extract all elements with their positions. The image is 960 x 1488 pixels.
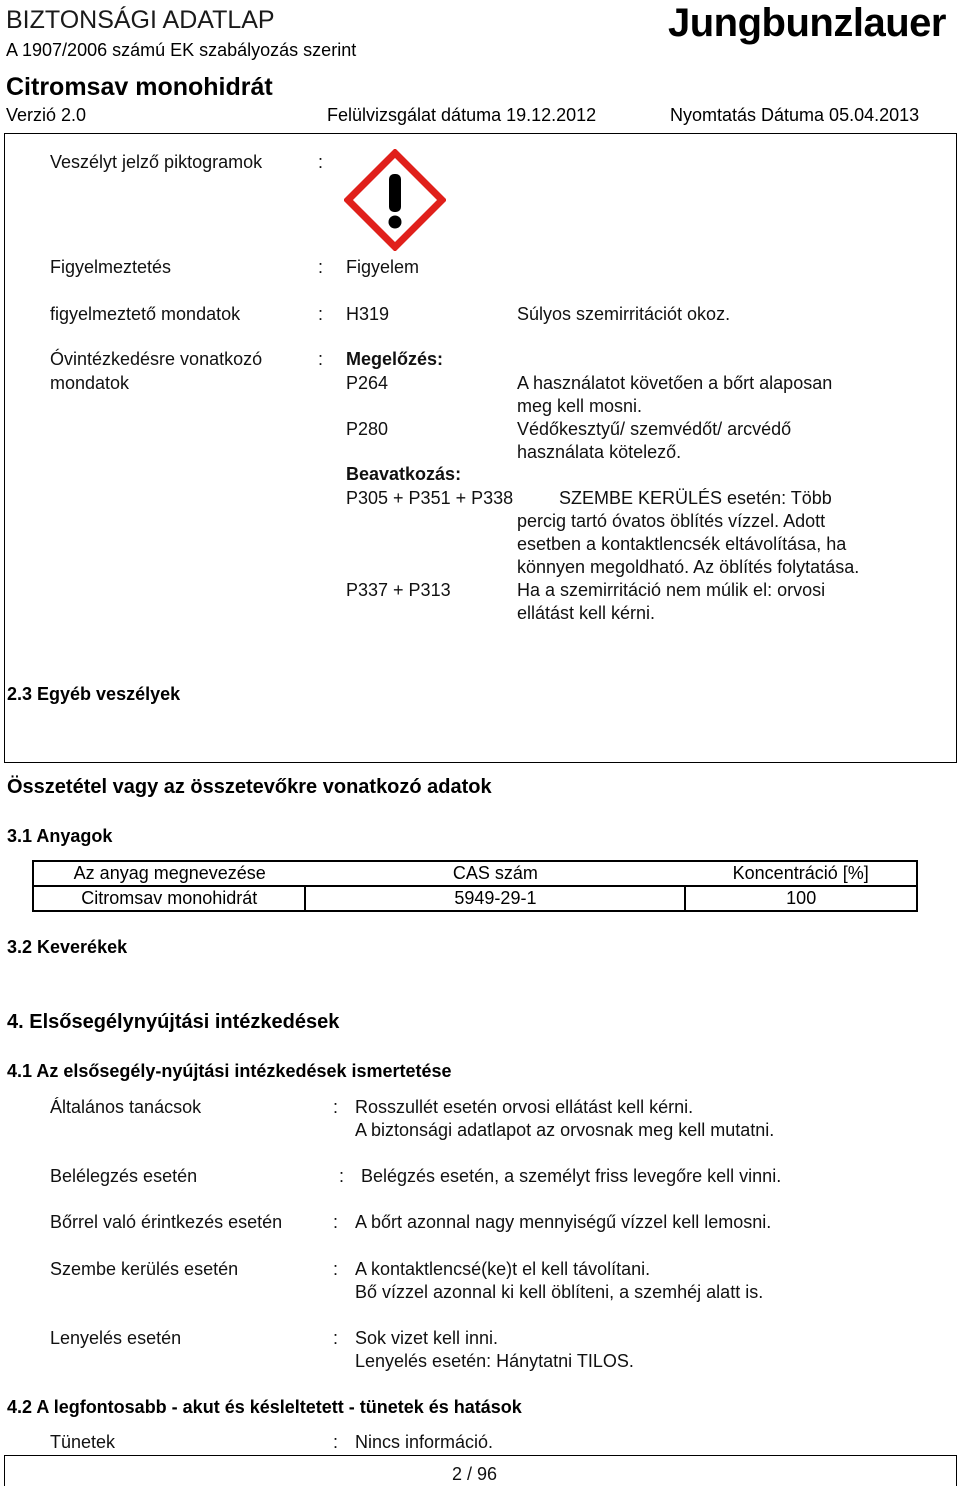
general-advice-text-line2: A biztonsági adatlapot az orvosnak meg kell mutatni. [355, 1120, 775, 1140]
p280-text-line2: használata kötelező. [517, 442, 682, 462]
signal-word-value: Figyelem [346, 257, 420, 277]
symptoms-text: Nincs információ. [355, 1432, 494, 1452]
general-advice-label: Általános tanácsok [50, 1097, 202, 1117]
p264-text-line1: A használatot követően a bőrt alaposan [517, 373, 833, 393]
cell-substance-name: Citromsav monohidrát [33, 886, 305, 911]
section-4-2-heading: 4.2 A legfontosabb - akut és késleltetett - tünetek és hatások [7, 1397, 522, 1417]
p305-text-line2: percig tartó óvatos öblítés vízzel. Adott [517, 511, 826, 531]
version: Verzió 2.0 [6, 105, 87, 125]
skin-contact-text: A bőrt azonnal nagy mennyiségű vízzel kell lemosni. [355, 1212, 772, 1232]
eye-contact-text-line2: Bő vízzel azonnal ki kell öblíteni, a szemhéj alatt is. [355, 1282, 764, 1302]
p280-text-line1: Védőkesztyű/ szemvédőt/ arcvédő [517, 419, 792, 439]
ingestion-text-line1: Sok vizet kell inni. [355, 1328, 499, 1348]
general-advice-colon: : [333, 1097, 339, 1117]
signal-word-colon: : [318, 257, 324, 277]
hazard-statement-label: figyelmeztető mondatok [50, 304, 241, 324]
general-advice-text-line1: Rosszullét esetén orvosi ellátást kell kérni. [355, 1097, 694, 1117]
symptoms-colon: : [333, 1432, 339, 1452]
section-3-title: Összetétel vagy az összetevőkre vonatkozó adatok [7, 776, 492, 798]
skin-contact-colon: : [333, 1212, 339, 1232]
p305-code: P305 + P351 + P338 [346, 488, 514, 508]
inhalation-colon: : [339, 1166, 345, 1186]
p305-text-line3: esetben a kontaktlencsék eltávolítása, ha [517, 534, 847, 554]
ingestion-colon: : [333, 1328, 339, 1348]
column-header-name: Az anyag megnevezése [33, 861, 305, 886]
revision-date: Felülvizsgálat dátuma 19.12.2012 [327, 105, 597, 125]
skin-contact-label: Bőrrel való érintkezés esetén [50, 1212, 283, 1232]
ingestion-text-line2: Lenyelés esetén: Hánytatni TILOS. [355, 1351, 634, 1371]
symptoms-label: Tünetek [50, 1432, 116, 1452]
inhalation-label: Belélegzés esetén [50, 1166, 198, 1186]
signal-word-label: Figyelmeztetés [50, 257, 172, 277]
pictogram-label: Veszélyt jelző piktogramok [50, 152, 263, 172]
brand-logo: Jungbunzlauer [668, 1, 946, 45]
cell-cas-number: 5949-29-1 [305, 886, 685, 911]
eye-contact-text-line1: A kontaktlencsé(ke)t el kell távolítani. [355, 1259, 651, 1279]
response-heading: Beavatkozás: [346, 464, 462, 484]
column-header-concentration: Koncentráció [%] [685, 861, 917, 886]
eye-contact-colon: : [333, 1259, 339, 1279]
print-date: Nyomtatás Dátuma 05.04.2013 [670, 105, 920, 125]
p337-code: P337 + P313 [346, 580, 451, 600]
product-name: Citromsav monohidrát [6, 73, 273, 101]
p305-text-line4: könnyen megoldható. Az öblítés folytatása. [517, 557, 860, 577]
pictogram-colon: : [318, 152, 324, 172]
precaution-label-line1: Óvintézkedésre vonatkozó [50, 349, 263, 369]
hazard-section-frame [4, 133, 957, 763]
eye-contact-label: Szembe kerülés esetén [50, 1259, 239, 1279]
p264-code: P264 [346, 373, 389, 393]
section-4-title: 4. Elsősegélynyújtási intézkedések [7, 1011, 340, 1033]
page-number: 2 / 96 [452, 1464, 498, 1484]
prevention-heading: Megelőzés: [346, 349, 444, 369]
precaution-label-line2: mondatok [50, 373, 130, 393]
section-3-2-heading: 3.2 Keverékek [7, 937, 128, 957]
section-4-1-heading: 4.1 Az elsősegély-nyújtási intézkedések ismertetése [7, 1061, 452, 1081]
composition-table [32, 860, 918, 912]
document-title: BIZTONSÁGI ADATLAP [6, 6, 275, 34]
hazard-statement-text: Súlyos szemirritációt okoz. [517, 304, 731, 324]
precaution-colon: : [318, 349, 324, 369]
p264-text-line2: meg kell mosni. [517, 396, 643, 416]
p337-text-line1: Ha a szemirritáció nem múlik el: orvosi [517, 580, 826, 600]
p337-text-line2: ellátást kell kérni. [517, 603, 656, 623]
p305-text-line1: SZEMBE KERÜLÉS esetén: Több [559, 488, 832, 508]
cell-concentration: 100 [685, 886, 917, 911]
inhalation-text: Belégzés esetén, a személyt friss levegőre kell vinni. [361, 1166, 782, 1186]
ingestion-label: Lenyelés esetén [50, 1328, 182, 1348]
exclamation-mark-diamond-icon [344, 149, 446, 251]
column-header-cas: CAS szám [305, 861, 685, 886]
hazard-statement-colon: : [318, 304, 324, 324]
regulation-text: A 1907/2006 számú EK szabályozás szerint [6, 40, 357, 60]
hazard-statement-code: H319 [346, 304, 390, 324]
p280-code: P280 [346, 419, 389, 439]
table-row [33, 886, 917, 911]
section-2-3-heading: 2.3 Egyéb veszélyek [7, 684, 181, 704]
section-3-1-heading: 3.1 Anyagok [7, 826, 113, 846]
